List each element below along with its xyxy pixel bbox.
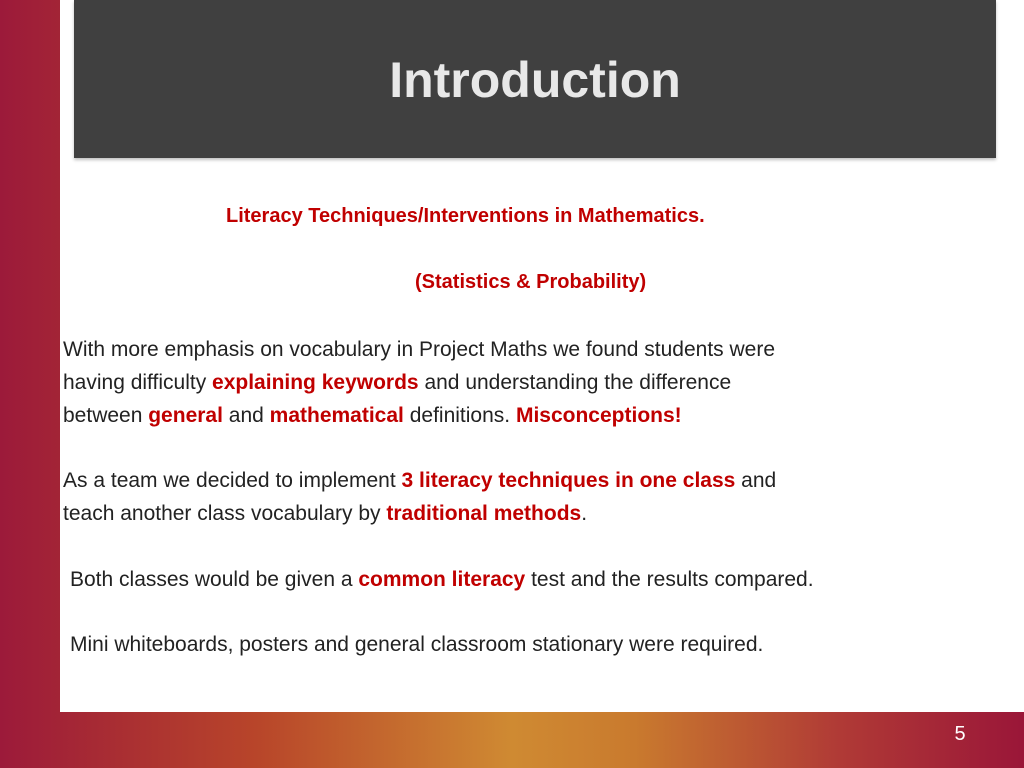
highlight-text: common literacy bbox=[358, 568, 526, 591]
highlight-text: general bbox=[148, 404, 223, 427]
text-run: As a team we decided to implement bbox=[63, 469, 402, 492]
subtitle-heading: Literacy Techniques/Interventions in Mathematics. bbox=[226, 205, 705, 227]
paragraph-line bbox=[63, 366, 993, 399]
paragraph-line bbox=[63, 399, 993, 432]
text-run: With more emphasis on vocabulary in Project Maths we found students were bbox=[63, 338, 776, 361]
text-run: Mini whiteboards, posters and general classroom stationary were required. bbox=[70, 633, 764, 656]
text-run: definitions. bbox=[403, 404, 516, 427]
text-run: between bbox=[63, 404, 149, 427]
paragraph-test bbox=[70, 563, 1000, 596]
text-run: . bbox=[581, 502, 588, 525]
text-run: and bbox=[222, 404, 270, 427]
highlight-text: explaining keywords bbox=[212, 371, 419, 394]
paragraph-line bbox=[63, 497, 993, 530]
text-run: teach another class vocabulary by bbox=[63, 502, 387, 525]
text-run: and understanding the difference bbox=[418, 371, 732, 394]
text-run: having difficulty bbox=[63, 371, 213, 394]
paragraph-team bbox=[63, 464, 993, 530]
paragraph-line bbox=[63, 464, 993, 497]
paragraph-materials bbox=[70, 628, 1000, 661]
text-run: test and the results compared. bbox=[525, 568, 814, 591]
slide-title: Introduction bbox=[389, 52, 681, 108]
paragraph-line bbox=[63, 333, 993, 366]
highlight-text: Misconceptions! bbox=[515, 404, 682, 427]
page-number: 5 bbox=[954, 723, 966, 745]
text-run: Both classes would be given a bbox=[70, 568, 359, 591]
text-run: and bbox=[735, 469, 777, 492]
highlight-text: mathematical bbox=[269, 404, 404, 427]
subtitle-topic: (Statistics & Probability) bbox=[415, 271, 647, 293]
highlight-text: 3 literacy techniques in one class bbox=[401, 469, 736, 492]
highlight-text: traditional methods bbox=[386, 502, 582, 525]
paragraph-emphasis bbox=[63, 333, 993, 432]
title-bar bbox=[74, 0, 996, 158]
